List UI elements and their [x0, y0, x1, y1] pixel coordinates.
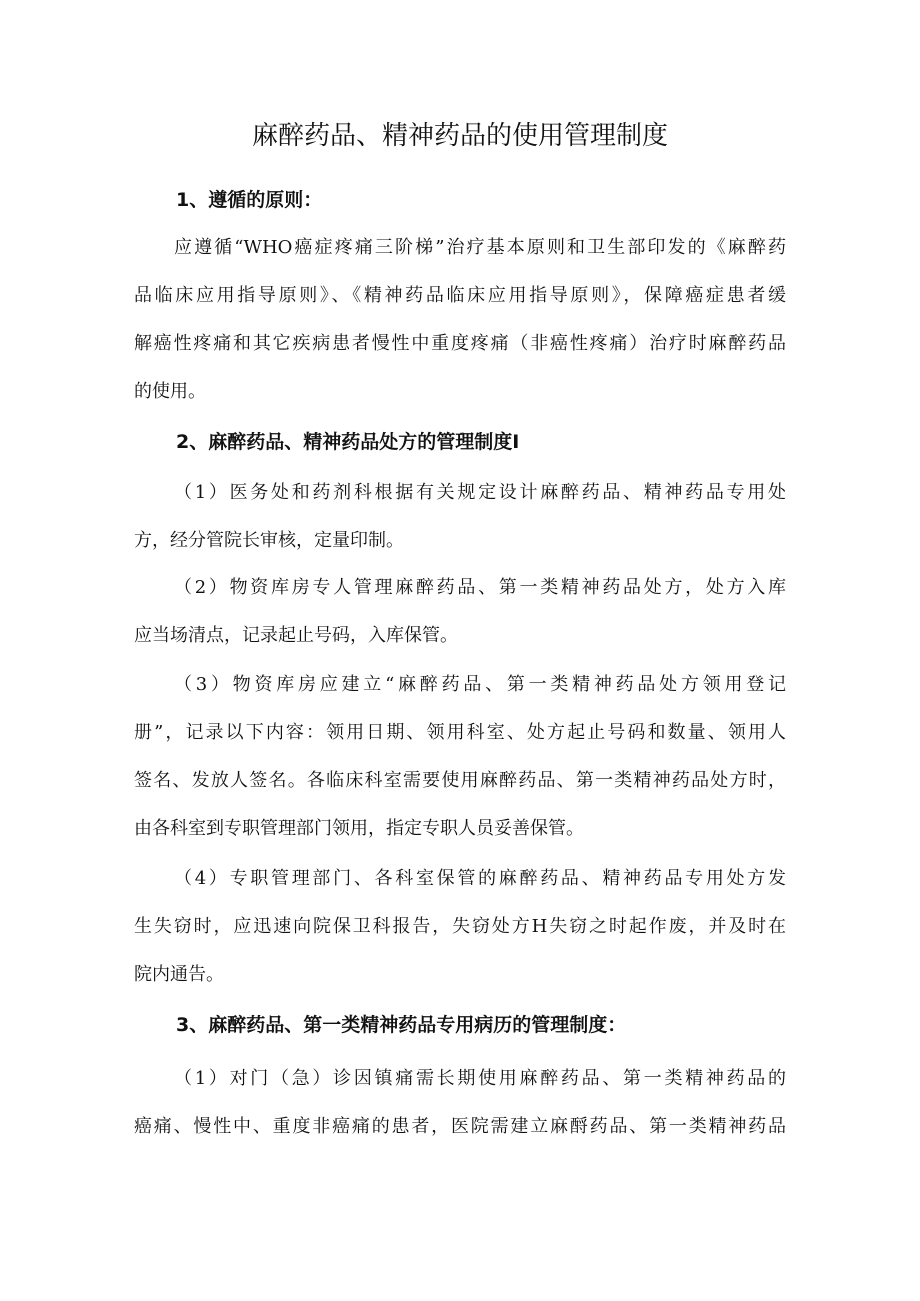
paragraph-line: 应遵循“WHO癌症疼痛三阶梯”治疗基本原则和卫生部印发的《麻醉药	[174, 237, 786, 258]
section-2-paragraph-2	[134, 564, 786, 660]
paragraph-line: 院内通告。	[134, 964, 224, 985]
paragraph-line: 由各科室到专职管理部门领用，指定专职人员妥善保管。	[134, 818, 584, 839]
paragraph-line: （1）医务处和药剂科根据有关规定设计麻醉药品、精神药品专用处	[174, 482, 786, 503]
paragraph-line: 签名、发放人签名。各临床科室需要使用麻醉药品、第一类精神药品处方时，	[134, 770, 786, 791]
paragraph-line: 应当场清点，记录起止号码，入库保管。	[134, 625, 458, 646]
paragraph-line: （4）专职管理部门、各科室保管的麻醉药品、精神药品专用处方发	[174, 868, 786, 889]
section-3-heading: 3、麻醉药品、第一类精神药品专用病历的管理制度：	[176, 1014, 627, 1036]
paragraph-line: 品临床应用指导原则》、《精神药品临床应用指导原则》，保障癌症患者缓	[134, 285, 786, 306]
paragraph-line: （3）物资库房应建立“麻醉药品、第一类精神药品处方领用登记	[174, 674, 786, 695]
paragraph-line: 癌痛、慢性中、重度非癌痛的患者，医院需建立麻酹药品、第一类精神药品	[134, 1116, 786, 1137]
section-2-heading: 2、麻醉药品、精神药品处方的管理制度I	[176, 431, 520, 453]
paragraph-line: 的使用。	[134, 381, 206, 402]
section-2-paragraph-4	[134, 855, 786, 999]
document-title: 麻醉药品、精神药品的使用管理制度	[251, 121, 668, 151]
section-1-paragraph-1	[134, 224, 786, 416]
section-3-paragraph-1	[134, 1055, 786, 1151]
paragraph-line: （2）物资库房专人管理麻醉药品、第一类精神药品处方，处方入库	[174, 577, 786, 598]
paragraph-line: （1）对门（急）诊因镇痛需长期使用麻醉药品、第一类精神药品的	[174, 1068, 786, 1089]
section-2-paragraph-1	[134, 469, 786, 565]
paragraph-line: 册”，记录以下内容：领用日期、领用科室、处方起止号码和数量、领用人	[134, 722, 786, 743]
paragraph-line: 解癌性疼痛和其它疾病患者慢性中重度疼痛（非癌性疼痛）治疗时麻醉药品	[134, 333, 786, 354]
section-1-heading: 1、遵循的原则：	[176, 189, 323, 211]
section-2-paragraph-3	[134, 661, 786, 853]
paragraph-line: 方，经分管院长审核，定量印制。	[134, 530, 404, 551]
paragraph-line: 生失窃时，应迅速向院保卫科报告，失窃处方H失窃之时起作废，并及时在	[134, 916, 786, 937]
